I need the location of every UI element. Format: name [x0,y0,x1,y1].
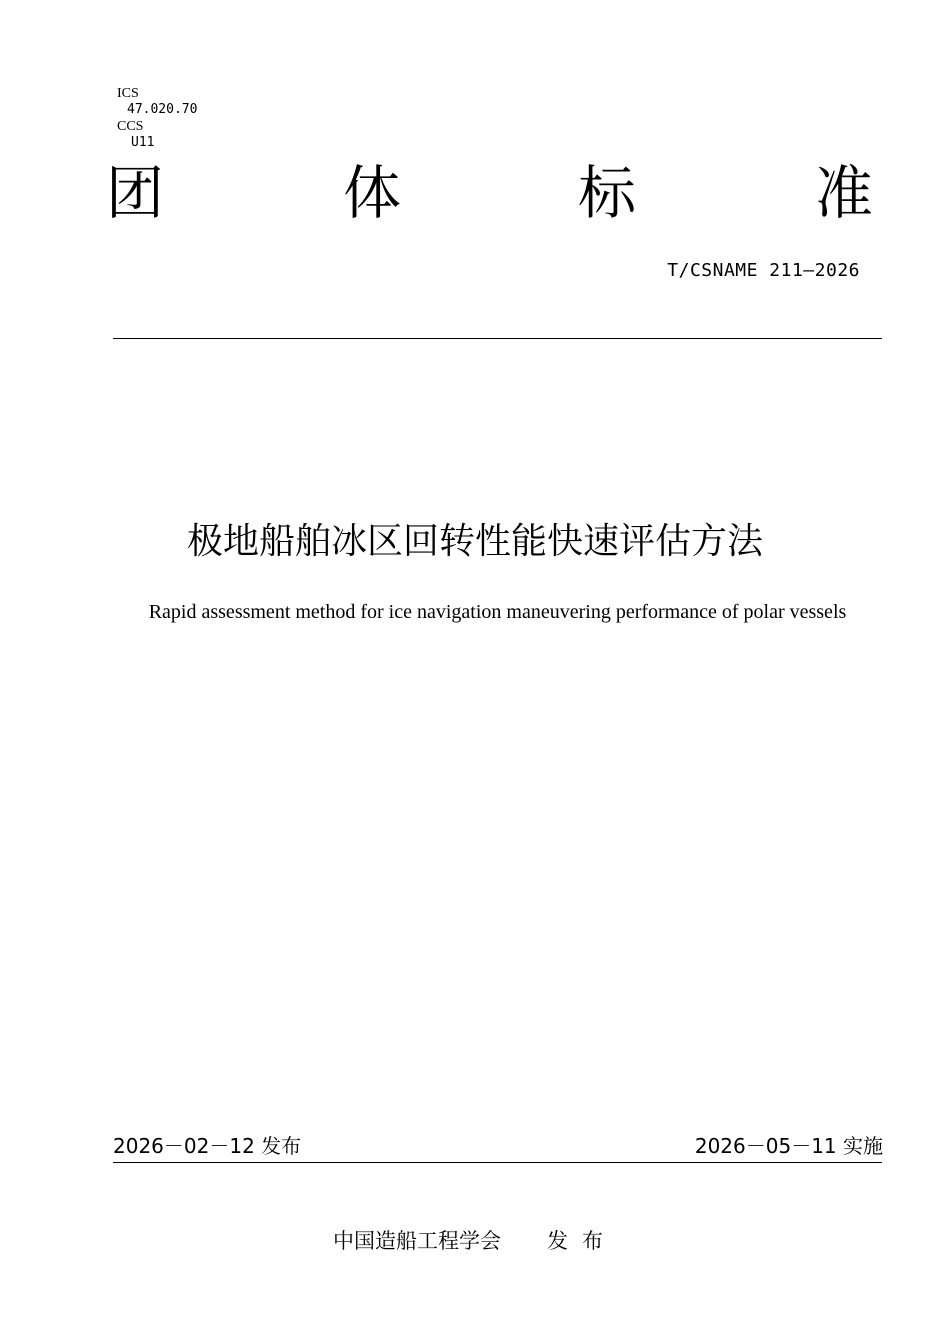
ics-value: 47.020.70 [127,102,198,117]
publisher-name: 中国造船工程学会 [333,1229,501,1253]
ccs-label: CCS [117,119,144,134]
document-title-zh: 极地船舶冰区回转性能快速评估方法 [186,521,763,562]
ics-label: ICS [117,86,139,101]
ccs-value: U11 [131,135,155,150]
footer-divider [113,1162,882,1163]
implement-date: 2026－05－11 实施 [694,1134,883,1158]
publish-action: 发布 [547,1229,617,1253]
header-char-1: 团 [106,159,165,227]
header-char-4: 准 [815,159,874,227]
standard-number: T/CSNAME 211—2026 [667,260,860,281]
header-char-2: 体 [343,159,402,227]
document-title-en: Rapid assessment method for ice navigation maneuvering performance of polar vessels [148,601,847,623]
publish-date: 2026－02－12 发布 [113,1134,302,1158]
header-char-3: 标 [578,159,637,227]
publisher-line [0,1226,950,1256]
ccs-code [110,103,154,151]
header-divider [113,338,882,339]
